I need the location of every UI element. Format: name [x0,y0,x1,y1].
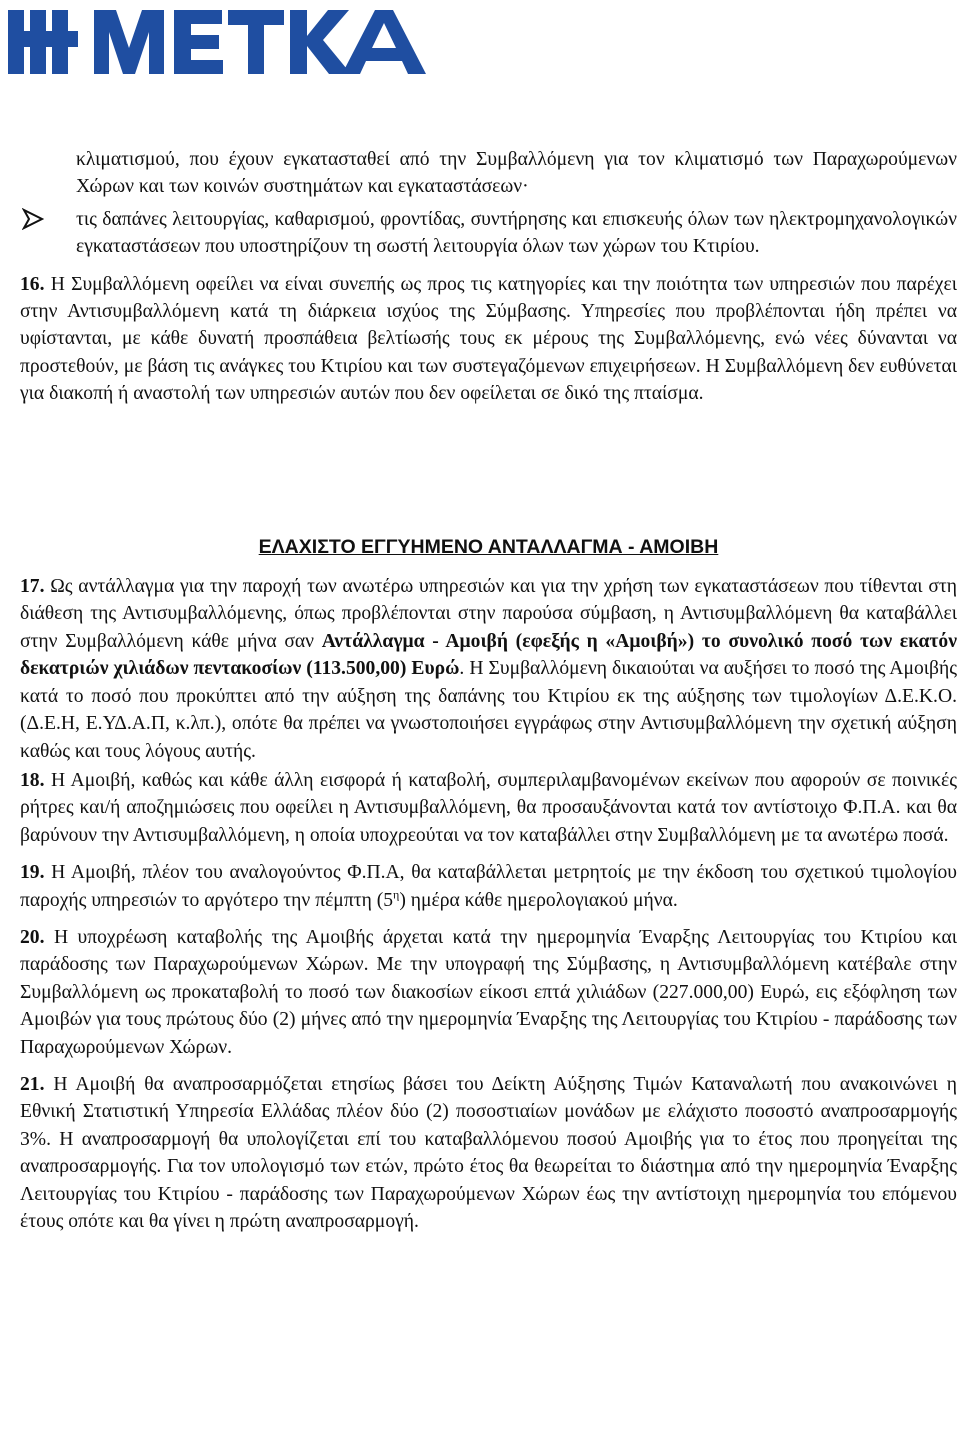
clause-20-text: Η υποχρέωση καταβολής της Αμοιβής άρχεται κατά την ημερομηνία Έναρξης Λειτουργίας του Κτιρίου και παράδοσης των Παραχωρούμενων Χώρων. Με την υπογραφή της Σύμβασης, η Αντισυμβαλλόμενη κατέβαλε στην Συμβαλλόμενη ως προκαταβολή το ποσό των διακοσίων είκοσι επτά χιλιάδων (227.000,00) Ευρώ, εις εξόφληση των Αμοιβών για τους πρώτους δύο (2) μήνες από την ημερομηνία Έναρξης της Λειτουργίας του Κτιρίου - παράδοσης των Παραχωρούμενων Χώρων. [20,926,957,1058]
bullet-text: τις δαπάνες λειτουργίας, καθαρισμού, φροντίδας, συντήρησης και επισκευής όλων των ηλεκτρομηχανολογικών εγκαταστάσεων που υποστηρίζουν τη σωστή λειτουργία όλων των χώρων του Κτιρίου. [76,208,957,258]
section-heading: ΕΛΑΧΙΣΤΟ ΕΓΓΥΗΜΕΝΟ ΑΝΤΑΛΛΑΓΜΑ - ΑΜΟΙΒΗ [258,535,719,558]
clause-18 [20,767,957,849]
clause-19 [20,859,957,914]
metka-logo [8,6,428,78]
clause-19-text-a: Η Αμοιβή, πλέον του αναλογούντος Φ.Π.Α, θα καταβάλλεται μετρητοίς με την έκδοση του σχετικού τιμολογίου παροχής υπηρεσιών το αργότερο την πέμπτη (5 [20,862,957,911]
clause-21-number: 21. [20,1073,45,1095]
intro-continuation: κλιματισμού, που έχουν εγκατασταθεί από την Συμβαλλόμενη για τον κλιματισμό των Παραχωρούμενων Χώρων και των κοινών συστημάτων και εγκαταστάσεων· [76,149,957,198]
clause-18-number: 18. [20,769,45,791]
clause-16-number: 16. [20,273,45,295]
clause-19-superscript: η [393,887,400,901]
clause-21-text: Η Αμοιβή θα αναπροσαρμόζεται ετησίως βάσει του Δείκτη Αύξησης Τιμών Καταναλωτή που ανακοινώνει η Εθνική Στατιστική Υπηρεσία Ελλάδας πλέον δύο (2) ποσοστιαίων μονάδων με ελάχιστο ποσοστό αναπροσαρμογής 3%. Η αναπροσαρμογή θα υπολογίζεται επί του καταβαλλόμενου ποσού Αμοιβής για το έτος που προηγείται της αναπροσαρμογής. Για τον υπολογισμό των ετών, πρώτο έτος θα θεωρείται το διάστημα από την ημερομηνία Έναρξης Λειτουργίας του Κτιρίου - παράδοσης των Παραχωρούμενων Χώρων έως την αντίστοιχη ημερομηνία του επόμενου έτους οπότε και θα γίνει η πρώτη αναπροσαρμογή. [20,1073,957,1232]
clause-17-text-b: . Η Συμβαλλόμενη δικαιούται να αυξήσει το ποσό της Αμοιβής κατά το ποσό που προκύπτει από την αύξηση της δαπάνης του Κτιρίου εκ της αύξησης των τιμολογίων Δ.Ε.Κ.Ο. (Δ.Ε.Η, Ε.ΥΔ.Α.Π, κ.λπ.), οπότε θα πρέπει να γνωστοποιήσει εγγράφως στην Αντισυμβαλλόμενη την σχετική αύξηση καθώς και τους λόγους αυτής. [20,658,957,762]
clause-19-number: 19. [20,862,45,884]
clause-17-number: 17. [20,576,45,598]
clause-21 [20,1071,957,1235]
arrow-bullet-icon [22,208,44,230]
document-body [20,146,957,1235]
clause-17-bold-amount: Αντάλλαγμα - Αμοιβή (εφεξής η «Αμοιβή») το συνολικό ποσό των εκατόν δεκατριών χιλιάδων πεντακοσίων (113.500,00) Ευρώ [20,630,957,680]
clause-18-text: Η Αμοιβή, καθώς και κάθε άλλη εισφορά ή καταβολή, συμπεριλαμβανομένων εκείνων που αφορούν σε ποινικές ρήτρες και/ή αποζημιώσεις που οφείλει η Αντισυμβαλλόμενη, θα προσαυξάνονται κατά τον αντίστοιχο Φ.Π.Α. και θα βαρύνουν την Αντισυμβαλλόμενη, η οποία υποχρεούται να τον καταβάλλει στην Συμβαλλόμενη με τα ανωτέρω ποσά. [20,769,957,846]
clause-17-text-a: Ως αντάλλαγμα για την παροχή των ανωτέρω υπηρεσιών και για την χρήση των εγκαταστάσεων που τίθενται στη διάθεση της Αντισυμβαλλόμενης, όπως προβλέπονται στην παρούσα σύμβαση, η Αντισυμβαλλόμενη θα καταβάλλει στην Συμβαλλόμενη κάθε μήνα σαν [20,576,957,652]
clause-19-text-b: ) ημέρα κάθε ημερολογιακού μήνα. [399,889,678,911]
clause-20-number: 20. [20,926,45,948]
metka-logo-mark [8,10,426,74]
bullet-item [20,206,957,261]
clause-17 [20,573,957,765]
clause-16 [20,271,957,408]
clause-16-text: Η Συμβαλλόμενη οφείλει να είναι συνεπής ως προς τις κατηγορίες και την ποιότητα των υπηρεσιών που παρέχει στην Αντισυμβαλλόμενη κατά τη διάρκεια ισχύος της Σύμβασης. Υπηρεσίες που προβλέπονται ήδη πρέπει να υφίστανται, με κάθε δυνατή προσπάθεια βελτίωσής τους εκ μέρους της Συμβαλλόμενης, ενώ νέες δύνανται να προστεθούν, με βάση τις ανάγκες του Κτιρίου και των συστεγαζόμενων επιχειρήσεων. Η Συμβαλλόμενη δεν ευθύνεται για διακοπή ή αναστολή των υπηρεσιών αυτών που δεν οφείλεται σε δικό της πταίσμα. [20,273,957,405]
clause-20 [20,924,957,1061]
